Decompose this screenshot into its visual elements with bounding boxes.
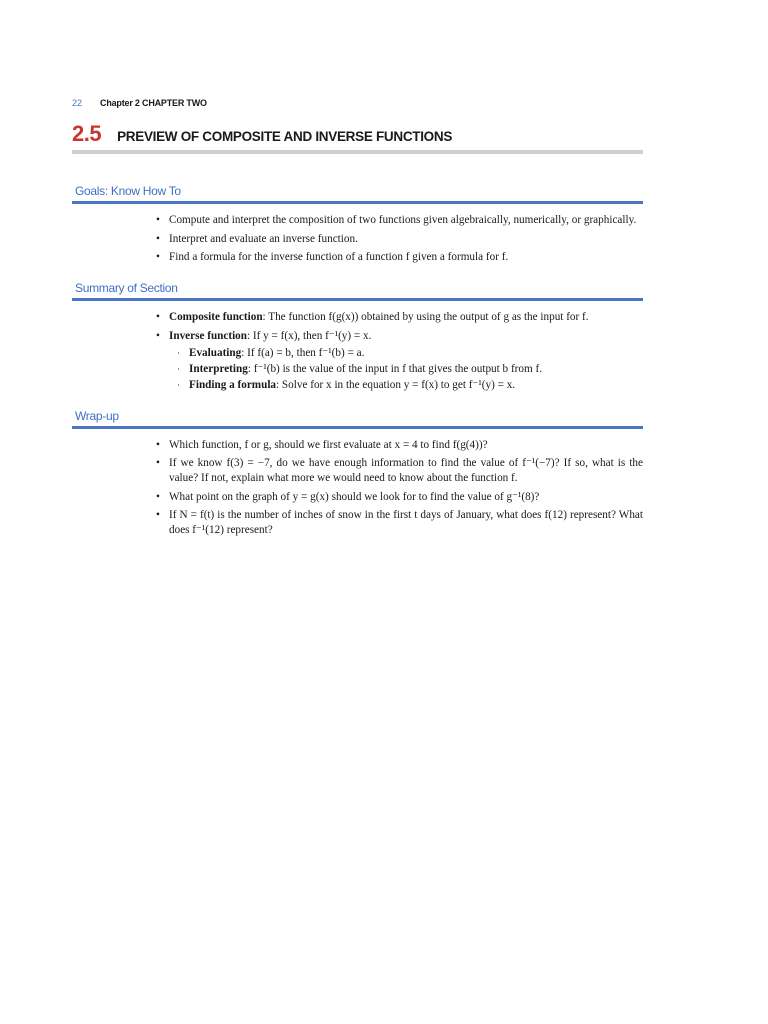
section-number: 2.5 [72, 121, 102, 146]
bullet-icon: • [156, 509, 160, 521]
wrapup-text: If N = f(t) is the number of inches of snow in the first t days of January, what does f(12) represent? What does f⁻¹(12) represent? [169, 509, 643, 536]
summary-rule [72, 298, 643, 301]
list-item [177, 378, 643, 393]
list-item [156, 329, 643, 393]
summary-term: Finding a formula [189, 378, 277, 391]
goal-text: Find a formula for the inverse function of a function f given a formula for f. [169, 251, 509, 263]
bullet-icon: • [156, 311, 160, 323]
list-item [156, 250, 643, 265]
bullet-icon: • [156, 457, 160, 469]
summary-term: Inverse function [169, 329, 248, 342]
section-heading [72, 121, 643, 147]
list-item [156, 508, 643, 538]
goals-heading: Goals: Know How To [75, 184, 181, 198]
page [72, 96, 643, 542]
summary-section [72, 281, 643, 393]
bullet-icon: • [156, 214, 160, 226]
summary-sublist [169, 346, 643, 393]
summary-term: Evaluating [189, 346, 242, 359]
list-item [156, 213, 643, 228]
list-item [177, 362, 643, 377]
sub-bullet-icon: · [177, 363, 180, 374]
sub-bullet-icon: · [177, 379, 180, 390]
list-item [156, 232, 643, 247]
summary-term: Composite function [169, 311, 263, 323]
wrapup-heading: Wrap-up [75, 408, 119, 423]
list-item [177, 346, 643, 361]
summary-text: : Solve for x in the equation y = f(x) to get f⁻¹(y) = x. [276, 378, 516, 391]
goals-rule [72, 201, 643, 204]
bullet-icon: • [156, 329, 160, 342]
summary-text: : The function f(g(x)) obtained by using the output of g as the input for f. [262, 311, 589, 323]
bullet-icon: • [156, 232, 160, 245]
summary-term: Interpreting [189, 362, 248, 375]
chapter-label: Chapter 2 CHAPTER TWO [100, 98, 207, 108]
goals-list [72, 213, 643, 265]
summary-text: : If f(a) = b, then f⁻¹(b) = a. [241, 346, 365, 359]
summary-list [72, 310, 643, 393]
wrapup-text: Which function, f or g, should we first evaluate at x = 4 to find f(g(4))? [169, 438, 488, 451]
wrapup-list [72, 438, 643, 539]
bullet-icon: • [156, 438, 160, 451]
page-number: 22 [72, 98, 83, 108]
section-title: PREVIEW OF COMPOSITE AND INVERSE FUNCTIONS [117, 129, 453, 144]
sub-bullet-icon: · [177, 347, 180, 358]
list-item [156, 310, 643, 325]
bullet-icon: • [156, 490, 160, 503]
summary-heading: Summary of Section [75, 281, 178, 295]
wrapup-section [72, 409, 643, 539]
goals-section [72, 184, 643, 265]
bullet-icon: • [156, 251, 160, 263]
wrapup-text: If we know f(3) = −7, do we have enough information to find the value of f⁻¹(−7)? If so, what is the value? If not, explain what more we would need to know about the function f. [169, 457, 643, 484]
summary-text: : f⁻¹(b) is the value of the input in f that gives the output b from f. [247, 362, 543, 375]
wrapup-rule [72, 426, 643, 429]
list-item [156, 490, 643, 505]
list-item [156, 438, 643, 453]
wrapup-text: What point on the graph of y = g(x) should we look for to find the value of g⁻¹(8)? [169, 490, 540, 503]
summary-text: : If y = f(x), then f⁻¹(y) = x. [247, 329, 372, 342]
running-head [72, 96, 643, 110]
section-rule [72, 150, 643, 154]
list-item [156, 456, 643, 486]
goal-text: Compute and interpret the composition of two functions given algebraically, numerically, or graphically. [169, 214, 637, 226]
goal-text: Interpret and evaluate an inverse function. [169, 232, 358, 245]
